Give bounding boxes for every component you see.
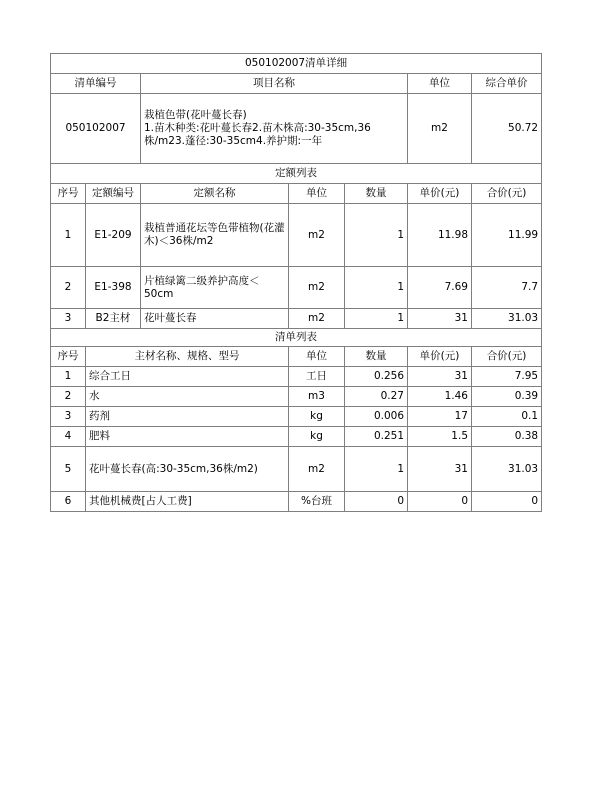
list-name: 水 [86, 387, 289, 407]
list-qty: 0.27 [345, 387, 408, 407]
list-price: 17 [408, 407, 472, 427]
quota-seq: 2 [51, 267, 86, 309]
list-total: 31.03 [472, 447, 542, 492]
list-unit: %台班 [289, 492, 345, 512]
table-row [51, 267, 542, 309]
quota-unit: m2 [289, 309, 345, 329]
quota-qty: 1 [345, 267, 408, 309]
list-name-header: 主材名称、规格、型号 [86, 347, 289, 367]
list-seq: 4 [51, 427, 86, 447]
list-price: 1.5 [408, 427, 472, 447]
quota-price-header: 单价(元) [408, 184, 472, 204]
table-row [51, 309, 542, 329]
list-unit: m2 [289, 447, 345, 492]
detail-table [50, 53, 542, 512]
item-unit-header: 单位 [408, 74, 472, 94]
list-seq: 6 [51, 492, 86, 512]
quota-section-title: 定额列表 [51, 164, 542, 184]
list-unit-header: 单位 [289, 347, 345, 367]
item-unit-price: 50.72 [472, 94, 542, 164]
quota-qty: 1 [345, 204, 408, 267]
list-total: 0.38 [472, 427, 542, 447]
list-unit: kg [289, 427, 345, 447]
item-name-line2: 1.苗木种类:花叶蔓长春2.苗木株高:30-35cm,36株/m23.蓬径:30-35cm4.养护期:一年 [144, 122, 371, 147]
item-unit: m2 [408, 94, 472, 164]
quota-qty-header: 数量 [345, 184, 408, 204]
quota-seq: 1 [51, 204, 86, 267]
list-name: 花叶蔓长春(高:30-35cm,36株/m2) [86, 447, 289, 492]
list-qty: 0 [345, 492, 408, 512]
quota-price: 7.69 [408, 267, 472, 309]
table-title: 050102007清单详细 [51, 54, 542, 74]
item-code: 050102007 [51, 94, 141, 164]
quota-name: 片植绿篱二级养护高度＜50cm [141, 267, 289, 309]
quota-name: 栽植普通花坛等色带植物(花灌木)＜36株/m2 [141, 204, 289, 267]
list-total: 0 [472, 492, 542, 512]
quota-qty: 1 [345, 309, 408, 329]
quota-code-header: 定额编号 [86, 184, 141, 204]
item-price-header: 综合单价 [472, 74, 542, 94]
list-seq: 5 [51, 447, 86, 492]
list-qty: 1 [345, 447, 408, 492]
list-unit: m3 [289, 387, 345, 407]
list-total: 7.95 [472, 367, 542, 387]
quota-total: 11.99 [472, 204, 542, 267]
quota-seq-header: 序号 [51, 184, 86, 204]
list-qty-header: 数量 [345, 347, 408, 367]
quota-unit: m2 [289, 204, 345, 267]
quota-code: B2主材 [86, 309, 141, 329]
list-price: 0 [408, 492, 472, 512]
quota-total: 31.03 [472, 309, 542, 329]
quota-price: 31 [408, 309, 472, 329]
table-row [51, 492, 542, 512]
list-qty: 0.251 [345, 427, 408, 447]
table-row [51, 204, 542, 267]
quota-name-header: 定额名称 [141, 184, 289, 204]
list-name: 综合工日 [86, 367, 289, 387]
list-seq-header: 序号 [51, 347, 86, 367]
list-unit: kg [289, 407, 345, 427]
list-price: 1.46 [408, 387, 472, 407]
list-name: 药剂 [86, 407, 289, 427]
item-code-header: 清单编号 [51, 74, 141, 94]
table-row [51, 387, 542, 407]
quota-unit-header: 单位 [289, 184, 345, 204]
list-seq: 3 [51, 407, 86, 427]
list-seq: 1 [51, 367, 86, 387]
list-price: 31 [408, 447, 472, 492]
list-total-header: 合价(元) [472, 347, 542, 367]
quota-name: 花叶蔓长春 [141, 309, 289, 329]
quota-total-header: 合价(元) [472, 184, 542, 204]
list-name: 其他机械费[占人工费] [86, 492, 289, 512]
table-row [51, 407, 542, 427]
list-seq: 2 [51, 387, 86, 407]
list-qty: 0.006 [345, 407, 408, 427]
list-section-title: 清单列表 [51, 329, 542, 347]
list-unit: 工日 [289, 367, 345, 387]
item-name-line1: 栽植色带(花叶蔓长春) [144, 109, 247, 121]
quota-code: E1-398 [86, 267, 141, 309]
list-qty: 0.256 [345, 367, 408, 387]
quota-code: E1-209 [86, 204, 141, 267]
quota-total: 7.7 [472, 267, 542, 309]
table-row [51, 447, 542, 492]
quota-price: 11.98 [408, 204, 472, 267]
quota-seq: 3 [51, 309, 86, 329]
table-row [51, 427, 542, 447]
list-total: 0.39 [472, 387, 542, 407]
item-name [141, 94, 408, 164]
table-row [51, 367, 542, 387]
item-name-header: 项目名称 [141, 74, 408, 94]
list-total: 0.1 [472, 407, 542, 427]
list-price-header: 单价(元) [408, 347, 472, 367]
list-name: 肥料 [86, 427, 289, 447]
list-price: 31 [408, 367, 472, 387]
quota-unit: m2 [289, 267, 345, 309]
